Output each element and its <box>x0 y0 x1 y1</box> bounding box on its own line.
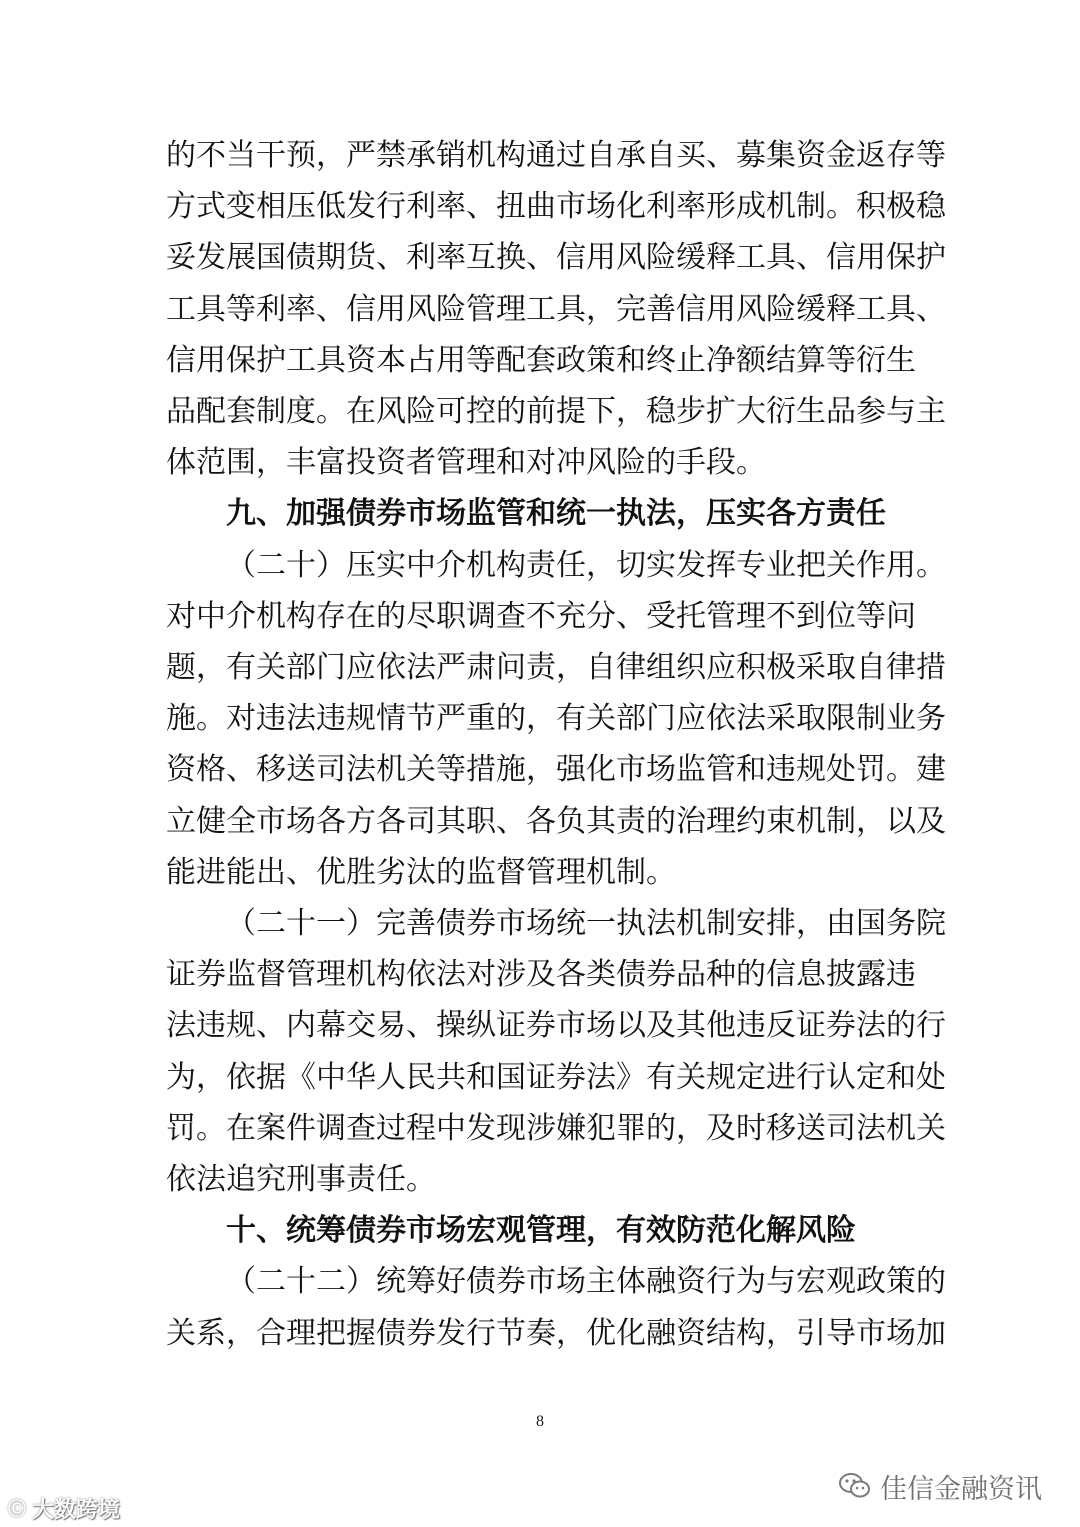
section-heading: 九、加强债券市场监管和统一执法，压实各方责任 <box>226 496 886 532</box>
brand-logo: Ⓒ <box>8 1499 26 1520</box>
text-line: 工具等利率、信用风险管理工具，完善信用风险缓释工具、 <box>166 291 946 327</box>
text-line: 对中介机构存在的尽职调查不充分、受托管理不到位等问 <box>166 598 916 634</box>
watermark-brand <box>8 1494 120 1522</box>
paragraph-first-line: （二十二）统筹好债券市场主体融资行为与宏观政策的 <box>226 1264 946 1300</box>
wechat-icon <box>838 1471 872 1501</box>
text-line: 题，有关部门应依法严肃问责，自律组织应积极采取自律措 <box>166 650 946 685</box>
paragraph-last-line: 体范围，丰富投资者管理和对冲风险的手段。 <box>166 445 766 481</box>
page-number: 8 <box>536 1413 544 1430</box>
text-line: 立健全市场各方各司其职、各负其责的治理约束机制，以及 <box>166 803 946 839</box>
text-line: 施。对违法违规情节严重的，有关部门应依法采取限制业务 <box>166 701 946 737</box>
text-line: 法违规、内幕交易、操纵证券市场以及其他违反证券法的行 <box>166 1008 946 1044</box>
text-line: 信用保护工具资本占用等配套政策和终止净额结算等衍生 <box>166 342 916 378</box>
text-line: 证券监督管理机构依法对涉及各类债券品种的信息披露违 <box>166 957 916 993</box>
paragraph-last-line: 能进能出、优胜劣汰的监督管理机制。 <box>166 854 676 890</box>
paragraph-first-line: （二十）压实中介机构责任，切实发挥专业把关作用。 <box>226 547 946 583</box>
text-line: 罚。在案件调查过程中发现涉嫌犯罪的，及时移送司法机关 <box>166 1110 946 1146</box>
text-line: 关系，合理把握债券发行节奏，优化融资结构，引导市场加 <box>166 1315 946 1351</box>
text-line: 妥发展国债期货、利率互换、信用风险缓释工具、信用保护 <box>166 240 946 276</box>
watermark-brand-name: 大数跨境 <box>32 1497 121 1523</box>
paragraph-last-line: 依法追究刑事责任。 <box>166 1162 436 1197</box>
text-line: 资格、移送司法机关等措施，强化市场监管和违规处罚。建 <box>166 752 946 788</box>
text-line: 的不当干预，严禁承销机构通过自承自买、募集资金返存等 <box>166 138 946 173</box>
section-heading: 十、统筹债券市场宏观管理，有效防范化解风险 <box>226 1213 856 1249</box>
paragraph-first-line: （二十一）完善债券市场统一执法机制安排，由国务院 <box>226 906 946 941</box>
watermark-account-name: 佳信金融资讯 <box>880 1473 1042 1505</box>
watermark-account <box>838 1466 1042 1506</box>
text-line: 方式变相压低发行利率、扭曲市场化利率形成机制。积极稳 <box>166 189 946 225</box>
text-line: 为，依据《中华人民共和国证券法》有关规定进行认定和处 <box>166 1059 946 1095</box>
text-line: 品配套制度。在风险可控的前提下，稳步扩大衍生品参与主 <box>166 394 946 429</box>
